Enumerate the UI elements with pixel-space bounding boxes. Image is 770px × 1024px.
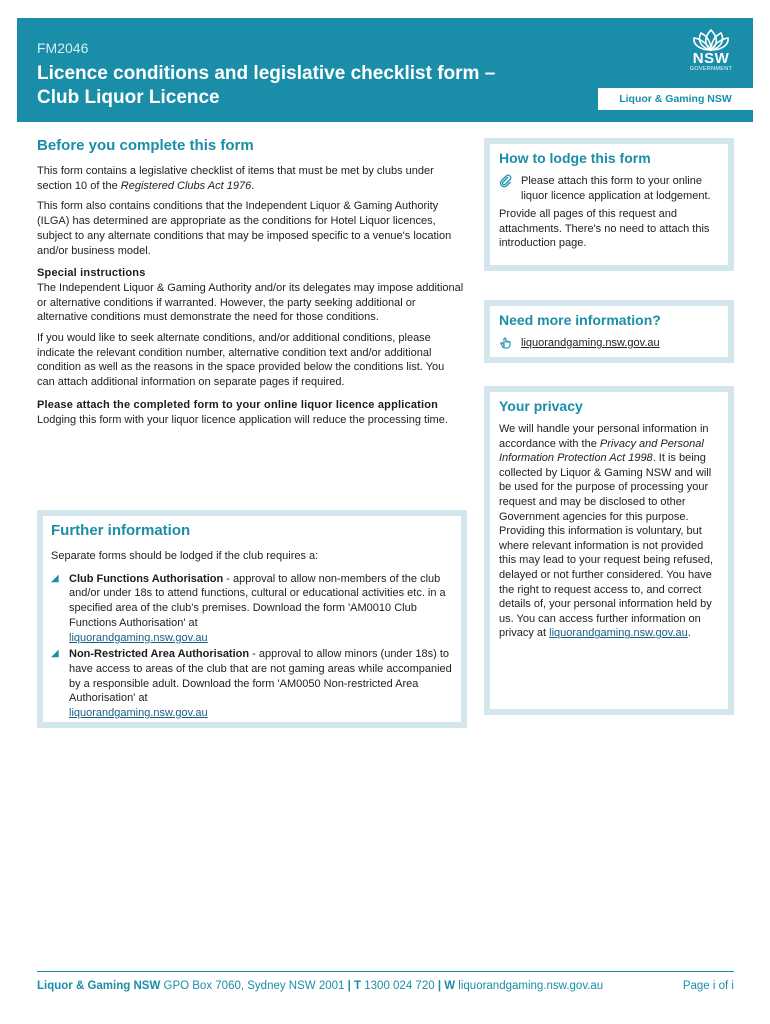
triangle-bullet-icon: ◢ — [51, 648, 59, 660]
title-line-1: Licence conditions and legislative checklist form – — [37, 63, 496, 84]
footer-address: GPO Box 7060, Sydney NSW 2001 — [160, 980, 348, 992]
page-number: Page i of i — [682, 980, 734, 992]
footer-phone: 1300 024 720 — [361, 980, 438, 992]
more-info-link[interactable]: liquorandgaming.nsw.gov.au — [521, 337, 660, 349]
footer-divider — [37, 971, 734, 972]
attach-paragraph: Lodging this form with your liquor licence application will reduce the processing time. — [37, 413, 448, 426]
footer-org: Liquor & Gaming NSW — [37, 980, 161, 992]
before-paragraph-1: This form contains a legislative checklist of items that must be met by clubs under section 10 of the Registered Clubs Act 1976. — [37, 165, 434, 192]
logo-text: NSW — [692, 50, 730, 67]
info-heading: Need more information? — [499, 312, 661, 328]
privacy-link[interactable]: liquorandgaming.nsw.gov.au — [549, 627, 688, 640]
list-item-text: - approval to allow minors (under 18s) to have access to areas of the club that are not gaming areas while accompanied by a responsible adult. Download the form 'AM0050 Non-restricted Area Authorisation' at — [69, 648, 452, 705]
before-section — [37, 137, 465, 433]
list-item-title: Club Functions Authorisation — [69, 572, 224, 585]
special-instructions-heading: Special instructions — [37, 267, 146, 280]
footer: Liquor & Gaming NSW GPO Box 7060, Sydney NSW 2001 | T 1300 024 720 | W liquorandgaming.nsw.gov.au Page i of i — [37, 980, 734, 992]
need-more-information-box — [484, 300, 734, 363]
list-item — [51, 572, 453, 646]
list-item-text: - approval to allow non-members of the club and/or under 18s to attend functions, cultural or educational activities etc. in a specified area of the club's premises. Download the form 'AM0010 Club Functions Authorisation' at — [69, 572, 446, 629]
further-information-box — [37, 510, 467, 728]
before-paragraph-2: This form also contains conditions that the Independent Liquor & Gaming Authority (ILGA) has determined are appropriate as the conditions for Hotel Liquor licences, subject to any alternate conditions that may be imposed specific to a venue's location and/or business model. — [37, 200, 452, 257]
club-functions-link[interactable]: liquorandgaming.nsw.gov.au — [69, 631, 208, 644]
logo-subtext: GOVERNMENT — [689, 66, 733, 72]
attach-heading: Please attach the completed form to your online liquor licence application — [37, 398, 439, 411]
privacy-heading: Your privacy — [499, 398, 583, 414]
title-line-2: Club Liquor Licence — [37, 87, 220, 108]
list-item-title: Non-Restricted Area Authorisation — [69, 648, 250, 661]
privacy-text: We will handle your personal information in accordance with the Privacy and Personal Information Protection Act 1998. It is being collected by Liquor & Gaming NSW and will be used for the purpose of processing your request and may be disclosed to other Government agencies for this purpose. Providing this information is voluntary, but where relevant information is not provided this may lead to your request being refused, delayed or not further considered. You have the right to request access to, and correct details of, your personal information held by us. You can access further information on privacy at liquorandgaming.nsw.gov.au. — [499, 423, 714, 640]
lodge-heading: How to lodge this form — [499, 150, 651, 166]
footer-web: liquorandgaming.nsw.gov.au — [455, 980, 604, 992]
special-paragraph-1: The Independent Liquor & Gaming Authority and/or its delegates may impose additional or alternative conditions if warranted. However, the party seeking additional or alternative conditions must demonstrate the need for those conditions. — [37, 281, 464, 324]
special-paragraph-2: If you would like to seek alternate conditions, and/or additional conditions, please indicate the relevant condition number, alternative condition text and/or additional condition as well as the reasons in the space provided below the conditions list. You can attach additional information on separate pages if required. — [37, 332, 445, 389]
how-to-lodge-box — [484, 138, 734, 271]
info-link-row — [499, 336, 720, 353]
lodge-attach-text: Please attach this form to your online liquor licence application at lodgement. — [521, 175, 711, 202]
triangle-bullet-icon: ◢ — [51, 572, 59, 584]
further-intro: Separate forms should be lodged if the club requires a: — [51, 550, 319, 562]
non-restricted-area-link[interactable]: liquorandgaming.nsw.gov.au — [69, 707, 208, 720]
form-code: FM2046 — [37, 40, 89, 56]
nsw-government-logo — [683, 26, 739, 72]
brand-tab: Liquor & Gaming NSW — [598, 88, 753, 110]
waratah-icon — [691, 26, 731, 52]
page-title — [37, 62, 557, 110]
pointer-hand-icon — [499, 336, 521, 353]
header-banner — [17, 18, 753, 122]
your-privacy-box — [484, 386, 734, 715]
lodge-pages-text: Provide all pages of this request and attachments. There's no need to attach this introduction page. — [499, 208, 710, 250]
further-heading: Further information — [51, 522, 191, 539]
before-heading: Before you complete this form — [37, 137, 254, 154]
attach-row — [499, 174, 720, 203]
paperclip-icon — [499, 174, 521, 191]
list-item — [51, 647, 453, 721]
